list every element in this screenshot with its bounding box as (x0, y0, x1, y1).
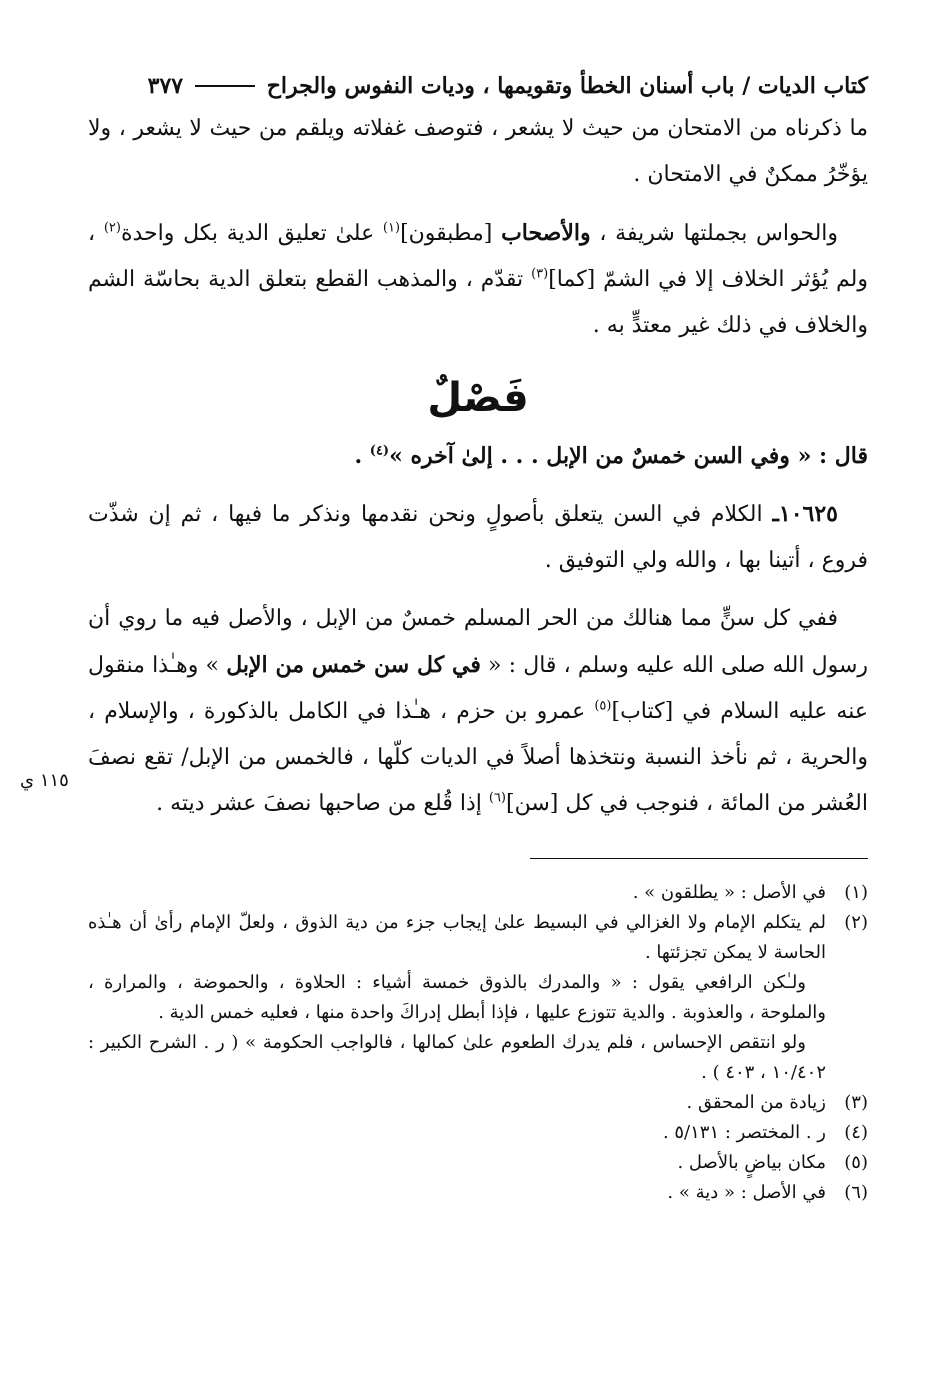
footnote-2-continuation: ولـٰكن الرافعي يقول : « والمدرك بالذوق خمسة أشياء : الحلاوة ، والحموضة ، والمرارة ، والملوحة ، والعذوبة . والدية تتوزع عليها ، فإذا أبطل إدراكَ واحدة منها ، فعليه خمس الدية . (88, 972, 826, 1023)
footnote-divider (530, 858, 868, 859)
quoted-statement: قال : « وفي السن خمسٌ من الإبل . . . إلىٰ آخره »$^{(٤)}$ . (354, 443, 868, 469)
footnote-4: (٤) ر . المختصر : ٥/١٣١ . (662, 1122, 868, 1143)
footnote-ref: (٦) (488, 790, 506, 806)
header-title: كتاب الديات / باب أسنان الخطأ وتقويمها ، وديات النفوس والجراح (266, 73, 868, 99)
footnote-3: (٣) زيادة من المحقق . (686, 1092, 868, 1113)
footnote-ref: (١) (382, 220, 401, 236)
footnote-5: (٥) مكان بياضٍ بالأصل . (677, 1152, 868, 1173)
footnote-ref: (٤) (369, 443, 390, 459)
paragraph-3: ١٠٦٢٥ـ الكلام في السن يتعلق بأصولٍ ونحن نقدمها ونذكر ما فيها ، ثم إن شذّت فروع ، أتينا بها ، والله ولي التوفيق . (88, 501, 868, 573)
paragraph-2: والحواس بجملتها شريفة ، والأصحاب [مطبقون]$^{(١)}$ علىٰ تعليق الدية بكل واحدة$^{(٢)}$ ، ولم يُؤثر الخلاف إلا في الشمّ [كما]$^{(٣)}$ تقدّم ، والمذهب القطع بتعلق الدية بحاسّة الشم والخلاف في ذلك غير معتدٍّ به . (88, 220, 868, 338)
section-heading: فَصْلٌ (427, 375, 529, 421)
footnote-ref: (٥) (594, 698, 612, 714)
footnote-ref: (٢) (103, 220, 121, 236)
footnote-2: (٢) لم يتكلم الإمام ولا الغزالي في البسيط علىٰ إيجاب جزء من دية الذوق ، ولعلّ الإمام رأىٰ أن هـٰذه الحاسة لا يمكن تجزئتها . (88, 912, 868, 963)
paragraph-4: ففي كل سنٍّ مما هنالك من الحر المسلم خمسٌ من الإبل ، والأصل فيه ما روي أن رسول الله صلى الله عليه وسلم ، قال : « في كل سن خمس من الإبل » وهـٰذا منقول عنه عليه السلام في [كتاب]$^{(٥)}$ عمرو بن حزم ، هـٰذا في الكامل بالذكورة ، والإسلام ، والحرية ، ثم نأخذ النسبة ونتخذها أصلاً في الديات كلّها ، فالخمس من الإبل/ تقع نصفَ العُشر من المائة ، فنوجب في كل [سن]$^{(٦)}$ إذا قُلع من صاحبها نصفَ عشر ديته . (88, 606, 868, 816)
page-number: ٣٧٧ (147, 73, 184, 99)
footnote-1: (١) في الأصل : « يطلقون » . (632, 882, 868, 903)
margin-manuscript-ref: ١١٥ ي (20, 770, 69, 791)
footnote-2-continuation: ولو انتقص الإحساس ، فلم يدرك الطعوم علىٰ كمالها ، فالواجب الحكومة » ( ر . الشرح الكبير : ١٠/٤٠٢ ، ٤٠٣ ) . (88, 1032, 826, 1083)
footnotes (88, 878, 868, 1208)
paragraph-number: ١٠٦٢٥ـ (772, 501, 838, 527)
footnote-6: (٦) في الأصل : « دية » . (667, 1182, 868, 1203)
paragraph-1: ما ذكرناه من الامتحان من حيث لا يشعر ، فتوصف غفلاته ويلقم من حيث لا يشعر ، ولا يؤخّرُ ممكنٌ في الامتحان . (88, 116, 868, 187)
footnote-ref: (٣) (531, 266, 549, 282)
header-rule (195, 85, 255, 87)
page-body (88, 66, 868, 827)
running-header (88, 66, 868, 106)
